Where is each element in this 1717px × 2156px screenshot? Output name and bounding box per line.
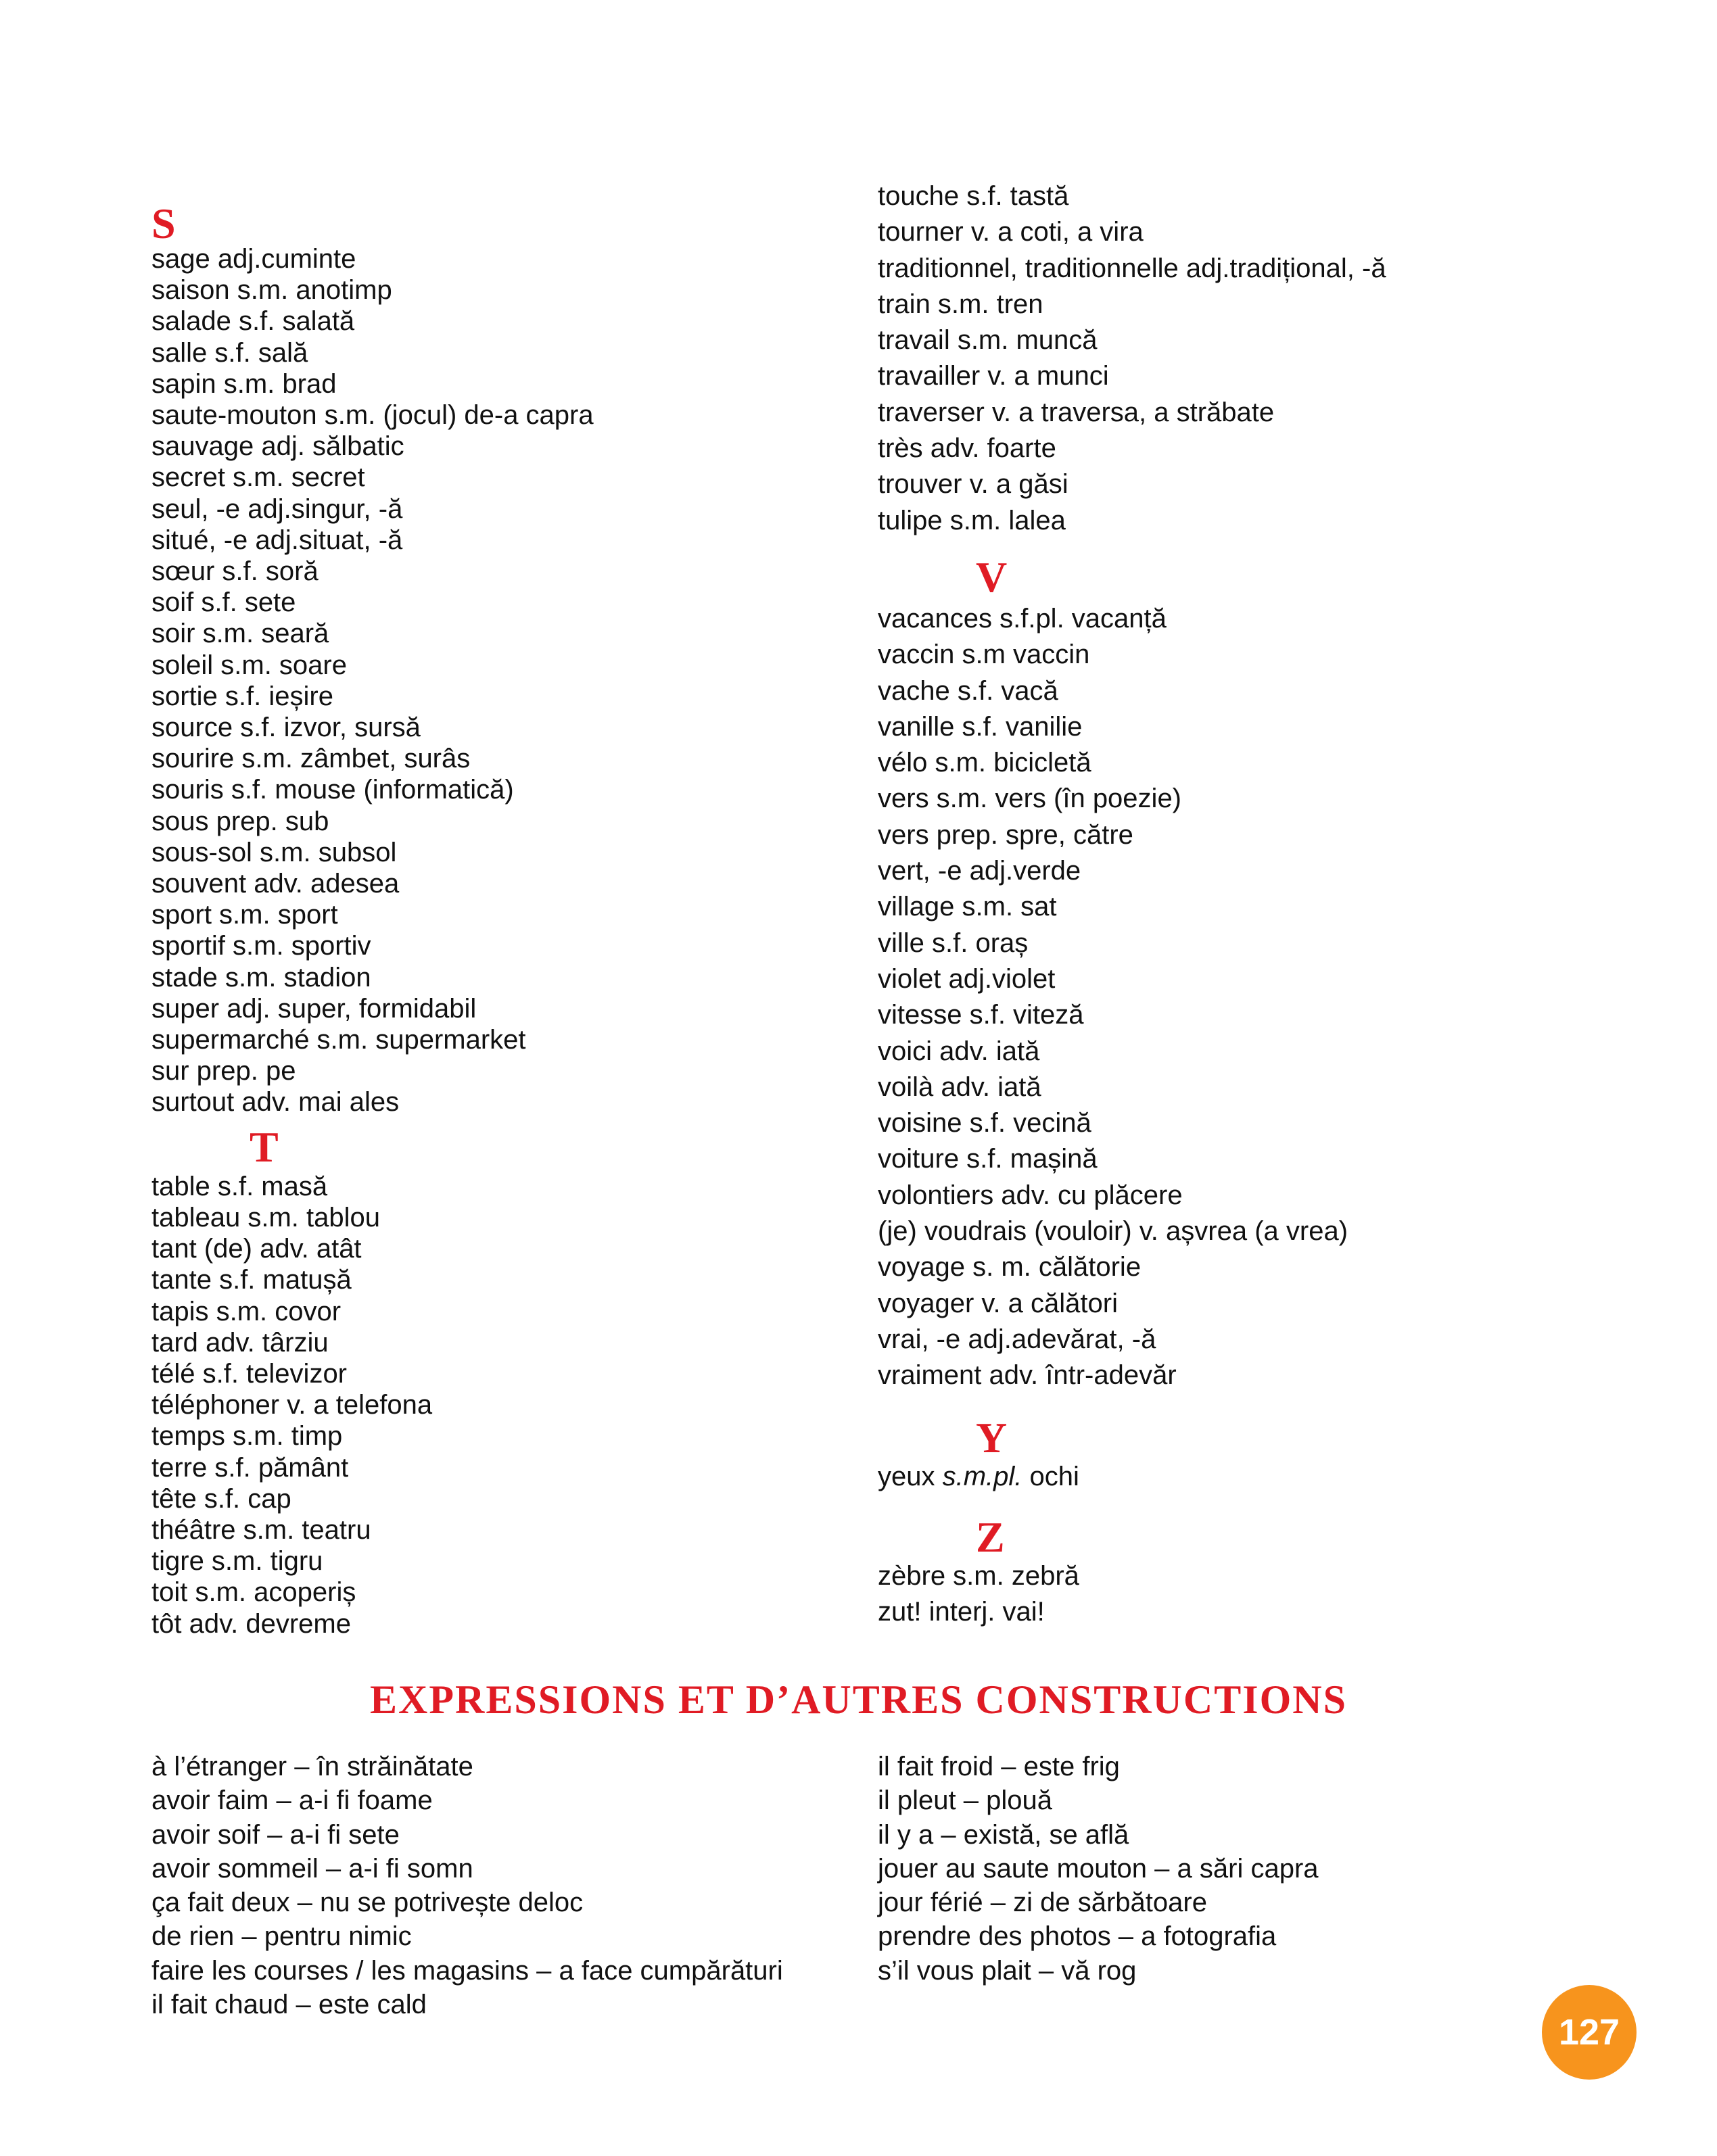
dictionary-entry: traverser v. a traversa, a străbate	[878, 397, 1275, 427]
dictionary-entry: sous-sol s.m. subsol	[151, 837, 397, 867]
dictionary-entry: souvent adv. adesea	[151, 869, 400, 899]
dictionary-entry: télé s.f. televizor	[151, 1358, 348, 1389]
dictionary-entry: téléphoner v. a telefona	[151, 1390, 433, 1420]
dictionary-entry: jour férié – zi de sărbătoare	[878, 1888, 1207, 1918]
dictionary-entry: soif s.f. sete	[151, 588, 296, 618]
dictionary-entry: vacances s.f.pl. vacanță	[878, 603, 1167, 633]
section-v-entries	[878, 601, 1689, 1394]
page-number-badge: 127	[1542, 1985, 1637, 2080]
dictionary-entry: stade s.m. stadion	[151, 962, 371, 992]
dictionary-entry: supermarché s.m. supermarket	[151, 1025, 526, 1055]
dictionary-entry: il y a – există, se află	[878, 1819, 1129, 1850]
dictionary-entry: salade s.f. salată	[151, 306, 355, 337]
dictionary-column-right	[878, 178, 1689, 1630]
dictionary-entry: vraiment adv. într-adevăr	[878, 1360, 1177, 1391]
dictionary-entry: voyage s. m. călătorie	[878, 1252, 1142, 1283]
dictionary-entry: théâtre s.m. teatru	[151, 1514, 371, 1545]
dictionary-entry: tulipe s.m. lalea	[878, 505, 1066, 535]
dictionary-entry: de rien – pentru nimic	[151, 1921, 412, 1952]
dictionary-entry: très adv. foarte	[878, 433, 1056, 464]
dictionary-entry: il pleut – plouă	[878, 1786, 1052, 1816]
section-s-entries	[151, 243, 868, 1118]
section-t-continued-entries	[878, 178, 1689, 539]
section-letter-z: Z	[976, 1512, 1005, 1561]
dictionary-entry: traditionnel, traditionnelle adj.tradițional, -ă	[878, 253, 1386, 283]
dictionary-column-left	[151, 200, 868, 1639]
dictionary-entry: volontiers adv. cu plăcere	[878, 1180, 1183, 1210]
dictionary-entry: zèbre s.m. zebră	[878, 1560, 1079, 1591]
dictionary-entry: s’il vous plait – vă rog	[878, 1955, 1137, 1986]
dictionary-entry: tant (de) adv. atât	[151, 1234, 362, 1264]
entry-meaning: ochi	[1029, 1461, 1079, 1491]
dictionary-entry: toit s.m. acoperiș	[151, 1577, 356, 1608]
dictionary-entry: surtout adv. mai ales	[151, 1087, 400, 1118]
section-letter-y: Y	[976, 1413, 1008, 1462]
dictionary-entry: temps s.m. timp	[151, 1421, 343, 1452]
dictionary-entry: saute-mouton s.m. (jocul) de-a capra	[151, 400, 594, 431]
expressions-column-left	[151, 1750, 868, 2021]
dictionary-entry: vitesse s.f. viteză	[878, 1000, 1084, 1030]
dictionary-entry: voici adv. iată	[878, 1036, 1040, 1066]
dictionary-entry: soir s.m. seară	[151, 619, 329, 649]
dictionary-entry: touche s.f. tastă	[878, 181, 1069, 211]
dictionary-entry	[878, 1459, 1689, 1495]
section-letter-v: V	[976, 552, 1008, 601]
dictionary-entry: tôt adv. devreme	[151, 1608, 351, 1639]
dictionary-entry: terre s.f. pământ	[151, 1452, 349, 1483]
dictionary-entry: ça fait deux – nu se potrivește deloc	[151, 1888, 584, 1918]
dictionary-entry: sauvage adj. sălbatic	[151, 431, 404, 462]
dictionary-entry: super adj. super, formidabil	[151, 993, 477, 1024]
dictionary-entry: tard adv. târziu	[151, 1327, 329, 1358]
dictionary-entry: train s.m. tren	[878, 289, 1043, 319]
expressions-column-right	[878, 1750, 1689, 1988]
dictionary-entry: sortie s.f. ieșire	[151, 681, 333, 711]
dictionary-entry: vers s.m. vers (în poezie)	[878, 784, 1182, 814]
dictionary-entry: (je) voudrais (vouloir) v. așvrea (a vrea)	[878, 1216, 1348, 1247]
dictionary-entry: tigre s.m. tigru	[151, 1546, 323, 1577]
dictionary-entry: secret s.m. secret	[151, 462, 365, 493]
dictionary-entry: vert, -e adj.verde	[878, 856, 1081, 886]
dictionary-entry: zut! interj. vai!	[878, 1597, 1045, 1627]
dictionary-entry: sport s.m. sport	[151, 900, 338, 930]
dictionary-entry: table s.f. masă	[151, 1171, 328, 1201]
dictionary-entry: prendre des photos – a fotografia	[878, 1921, 1277, 1952]
dictionary-entry: sœur s.f. soră	[151, 556, 319, 587]
dictionary-entry: tante s.f. matușă	[151, 1265, 352, 1295]
dictionary-entry: tête s.f. cap	[151, 1483, 291, 1514]
dictionary-entry: vaccin s.m vaccin	[878, 640, 1090, 670]
dictionary-entry: village s.m. sat	[878, 892, 1057, 922]
dictionary-entry: avoir sommeil – a-i fi somn	[151, 1853, 473, 1884]
dictionary-entry: sous prep. sub	[151, 806, 329, 836]
dictionary-entry: vache s.f. vacă	[878, 675, 1058, 706]
dictionary-entry: à l’étranger – în străinătate	[151, 1752, 473, 1781]
dictionary-entry: seul, -e adj.singur, -ă	[151, 494, 403, 524]
dictionary-entry: saison s.m. anotimp	[151, 275, 392, 306]
section-letter-t: T	[250, 1122, 279, 1171]
dictionary-entry: vers prep. spre, către	[878, 819, 1133, 850]
dictionary-entry: il fait chaud – este cald	[151, 1990, 427, 2020]
dictionary-entry: sapin s.m. brad	[151, 368, 337, 399]
dictionary-entry: tapis s.m. covor	[151, 1296, 342, 1326]
section-z-entries	[878, 1558, 1689, 1631]
dictionary-entry: faire les courses / les magasins – a face cumpărături	[151, 1955, 783, 1986]
section-t-entries	[151, 1171, 868, 1639]
dictionary-entry: voilà adv. iată	[878, 1072, 1041, 1102]
dictionary-entry: sage adj.cuminte	[151, 244, 356, 274]
dictionary-entry: sourire s.m. zâmbet, surâs	[151, 744, 471, 774]
dictionary-entry: violet adj.violet	[878, 963, 1056, 994]
dictionary-entry: avoir soif – a-i fi sete	[151, 1819, 400, 1850]
dictionary-entry: salle s.f. sală	[151, 337, 308, 368]
section-letter-s: S	[151, 199, 176, 247]
dictionary-entry: voisine s.f. vecină	[878, 1108, 1091, 1139]
dictionary-entry: jouer au saute mouton – a sări capra	[878, 1853, 1319, 1884]
dictionary-entry: source s.f. izvor, sursă	[151, 713, 421, 743]
expressions-title: EXPRESSIONS ET D’AUTRES CONSTRUCTIONS	[370, 1677, 1347, 1722]
dictionary-entry: ville s.f. oraș	[878, 928, 1029, 958]
entry-word: yeux	[878, 1461, 935, 1491]
dictionary-entry: il fait froid – este frig	[878, 1752, 1120, 1781]
dictionary-entry: travail s.m. muncă	[878, 325, 1098, 356]
dictionary-entry: sur prep. pe	[151, 1056, 296, 1086]
dictionary-entry: tableau s.m. tablou	[151, 1202, 380, 1232]
dictionary-entry: travailler v. a munci	[878, 361, 1109, 391]
dictionary-entry: situé, -e adj.situat, -ă	[151, 525, 403, 555]
dictionary-entry: vrai, -e adj.adevărat, -ă	[878, 1324, 1156, 1354]
dictionary-entry: vanille s.f. vanilie	[878, 711, 1083, 742]
dictionary-entry: avoir faim – a-i fi foame	[151, 1786, 433, 1816]
dictionary-entry: souris s.f. mouse (informatică)	[151, 775, 514, 805]
dictionary-entry: tourner v. a coti, a vira	[878, 217, 1144, 247]
dictionary-entry: trouver v. a găsi	[878, 469, 1068, 500]
dictionary-entry: soleil s.m. soare	[151, 650, 347, 680]
entry-grammar: s.m.pl.	[942, 1461, 1022, 1491]
dictionary-entry: voiture s.f. mașină	[878, 1144, 1098, 1174]
dictionary-entry: vélo s.m. bicicletă	[878, 748, 1091, 778]
dictionary-entry: sportif s.m. sportiv	[151, 931, 371, 961]
dictionary-entry: voyager v. a călători	[878, 1288, 1118, 1318]
